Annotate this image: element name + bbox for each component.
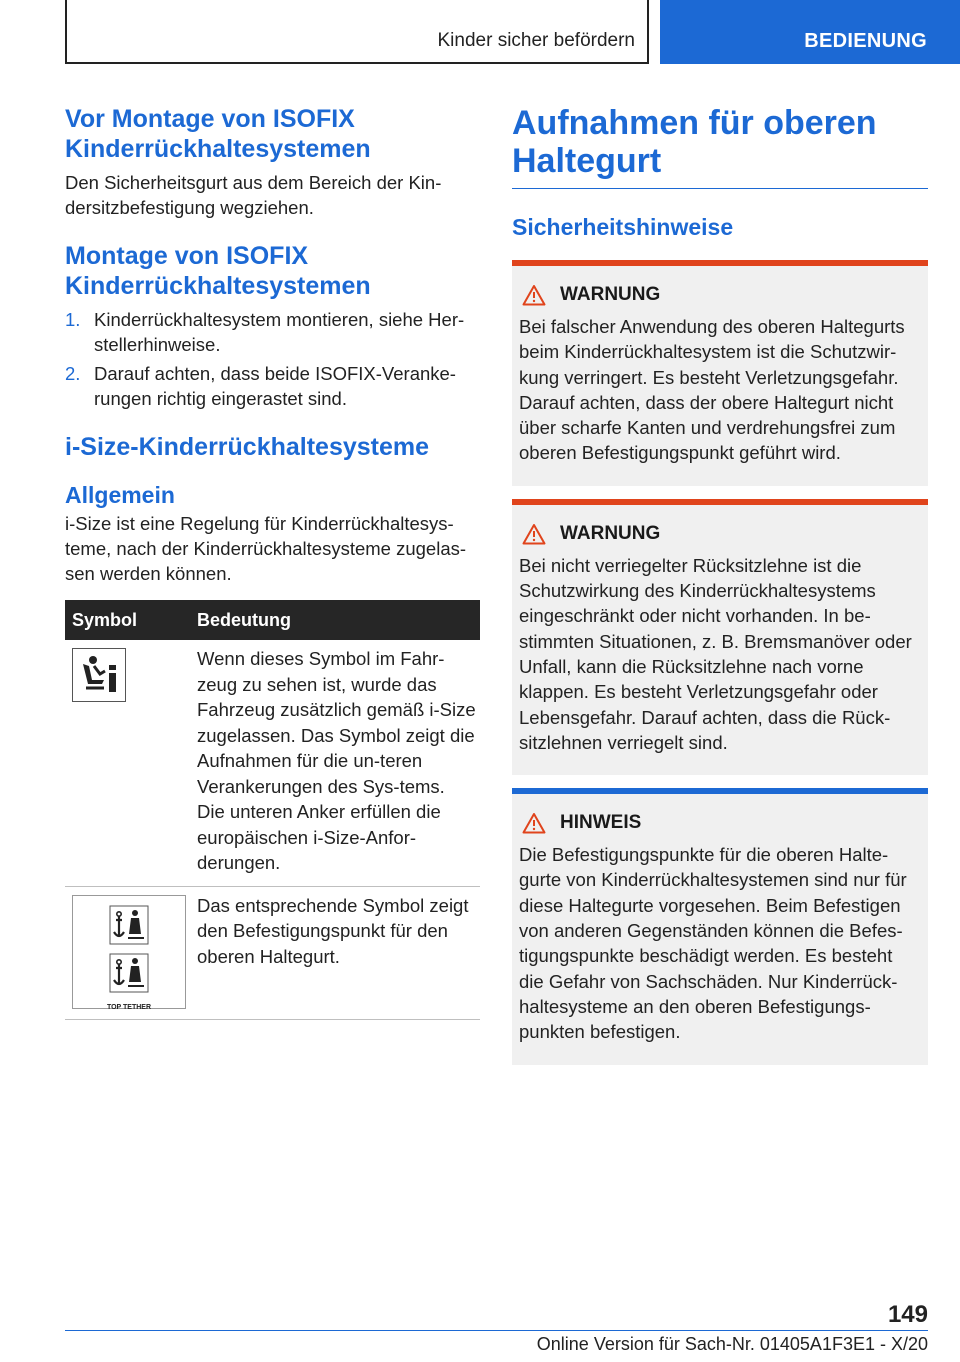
- symbol-cell: [65, 886, 188, 1019]
- warning-notice-2: [512, 499, 928, 775]
- heading-top-tether: Aufnahmen für oberen Haltegurt: [512, 104, 877, 180]
- table-header-row: [65, 600, 480, 640]
- chapter-tab: [65, 0, 649, 64]
- notice-title: [519, 284, 920, 306]
- symbol-table: [65, 600, 480, 1020]
- section-title: BEDIENUNG: [804, 30, 927, 52]
- left-column: [65, 104, 480, 1020]
- section-tab: [660, 0, 960, 64]
- notice-title: [519, 812, 920, 834]
- heading-general: Allgemein: [65, 482, 175, 508]
- step-number: 2.: [65, 363, 81, 384]
- chapter-title: Kinder sicher befördern: [437, 30, 635, 51]
- isize-child-seat-icon: [72, 648, 126, 702]
- right-column: [512, 104, 928, 1065]
- paragraph-general: i-Size ist eine Regelung für Kinderrückhaltesys-teme, nach der Kinderrückhaltesysteme zugelas-sen werden können.: [65, 513, 467, 584]
- heading-mounting: Montage von ISOFIX Kinderrückhaltesystemen: [65, 242, 371, 300]
- warning-notice-1: [512, 260, 928, 486]
- heading-safety: Sicherheitshinweise: [512, 214, 734, 240]
- table-row: [65, 640, 480, 886]
- notice-text: Bei falscher Anwendung des oberen Haltegurts beim Kinderrückhaltesystem ist die Schutzwir-kung verringert. Es besteht Verletzungsgefahr. Darauf achten, dass der obere Haltegurt nicht über scharfe Kanten und verdrehungsfrei zum oberen Befestigungspunkt geführt wird.: [519, 316, 905, 464]
- list-item: [65, 307, 480, 357]
- top-tether-caption: TOP TETHER: [106, 1003, 152, 1011]
- footer-version: Online Version für Sach-Nr. 01405A1F3E1 - X/20: [536, 1334, 928, 1354]
- notice-title-text: WARNUNG: [560, 284, 661, 305]
- step-text: Darauf achten, dass beide ISOFIX-Veranke-rungen richtig eingerastet sind.: [94, 363, 456, 409]
- meaning-cell: Wenn dieses Symbol im Fahr-zeug zu sehen ist, wurde das Fahrzeug zusätzlich gemäß i-Size zugelassen. Das Symbol zeigt die Aufnahmen für die un-teren Verankerungen des Sys-tems. Die unteren Anker erfüllen die europäischen i-Size-Anfor-derungen.: [188, 640, 480, 886]
- paragraph-before-mounting: Den Sicherheitsgurt aus dem Bereich der Kin-dersitzbefestigung wegziehen.: [65, 172, 442, 218]
- notice-text: Bei nicht verriegelter Rücksitzlehne ist die Schutzwirkung des Kinderrückhaltesystems eingeschränkt oder nicht vorhanden. In be-stimmten Situationen, z. B. Bremsmanöver oder Unfall, kann die Rücksitzlehne nach vorne klappen. Es besteht Verletzungsgefahr oder Lebensgefahr. Darauf achten, dass die Rück-sitzlehnen verriegelt sind.: [519, 554, 912, 753]
- mounting-steps: [65, 307, 480, 411]
- footer-rule: [65, 1330, 928, 1331]
- heading-isize: i-Size-Kinderrückhaltesysteme: [65, 433, 430, 461]
- column-header-symbol: Symbol: [65, 600, 188, 640]
- notice-text: Die Befestigungspunkte für die oberen Halte-gurte von Kinderrückhaltesystemen sind nur für diese Haltegurte vorgesehen. Beim Befestigen von anderen Gegenständen können die Befes-tigungspunkte beschädigt werden. Es besteht die Gefahr von Sachschäden. Nur Kinderrück-haltesysteme an den oberen Befestigungs-punkten befestigen.: [519, 844, 907, 1043]
- notice-title-text: HINWEIS: [560, 812, 642, 834]
- meaning-cell: Das entsprechende Symbol zeigt den Befestigungspunkt für den oberen Haltegurt.: [188, 886, 480, 1019]
- notice-title: [519, 523, 920, 545]
- symbol-cell: [65, 640, 188, 886]
- warning-triangle-icon: [522, 284, 546, 306]
- warning-triangle-icon: [522, 523, 546, 545]
- notice-title-text: WARNUNG: [560, 522, 661, 544]
- column-header-meaning: Bedeutung: [188, 600, 480, 640]
- table-row: [65, 886, 480, 1019]
- hint-notice: [512, 788, 928, 1064]
- step-number: 1.: [65, 309, 81, 330]
- page-number: 149: [887, 1301, 928, 1328]
- warning-triangle-icon: [522, 812, 546, 834]
- top-tether-anchor-icon: [72, 895, 186, 1009]
- heading-before-mounting: Vor Montage von ISOFIX Kinderrückhaltesystemen: [65, 105, 371, 163]
- list-item: [65, 361, 480, 411]
- heading-rule: [512, 188, 928, 189]
- step-text: Kinderrückhaltesystem montieren, siehe Her-stellerhinweise.: [94, 309, 465, 355]
